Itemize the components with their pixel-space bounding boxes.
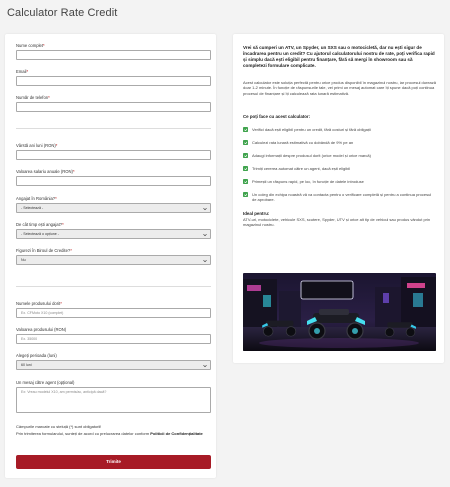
info-panel: Vrei să cumperi un ATV, un Spyder, un SXS sau o motocicletă, dar nu ești sigur de încadrarea pentru un credit? Cu ajutorul calculatorului nostru de rate, poți verifica rapid și simplu dacă ești eligibil pentru finanțare, fără să mergi în showroom sau să completezi formulare complicate. Acest calculator este soluția perfectă pentru orice produs disponibil în magazinul nostru, iar procesul durează doar 1-2 minute. În funcție de răspunsurile tale, vei primi un mesaj automat care îți spune dacă poți continua procesul de finanțare și îți calculează rata lunară estimativă. Ce poți face cu acest calculator: Verifici dacă ești eligibil pentru un credit, fără costuri și fără obligații Calculezi rata lunară estimativă cu dobândă de 9% pe an Adaugi informații despre produsul dorit (orice model și orice marcă) Trimiți cererea automat către un agent, dacă ești eligibil Primești un răspuns rapid, pe loc, în funcție de datele introduse Un coleg din echipa noastră vă va contacta pentru o verificare completă și pentru a continua procesul de aprobare. Ideal pentru: ATV-uri, motociclete, vehicule SXS, scutere, Spyder, UTV și orice alt tip de vehicul sau produs vândut prin magazinul nostru. xyxy=(233,34,444,363)
section-divider xyxy=(16,286,211,287)
credit-form xyxy=(5,34,216,478)
checkmark-icon xyxy=(243,127,248,132)
income-input[interactable] xyxy=(16,176,211,186)
chevron-down-icon xyxy=(203,233,207,237)
phone-label: Număr de telefon xyxy=(16,95,49,100)
required-mark: * xyxy=(55,143,58,148)
full-name-label: Nume complet xyxy=(16,43,43,48)
required-mark: * xyxy=(62,222,64,227)
employed-since-field xyxy=(16,222,211,239)
employed-since-select-value: - Selectează o opțiune - xyxy=(21,232,59,236)
product-field xyxy=(16,301,211,318)
period-field xyxy=(16,353,211,370)
chevron-down-icon xyxy=(203,364,207,368)
page-title: Calculator Rate Credit xyxy=(7,7,118,19)
intro-text: Vrei să cumperi un ATV, un Spyder, un SXS sau o motocicletă, dar nu ești sigur de încadrarea pentru un credit? Cu ajutorul calculatorului nostru de rate, poți verifica rapid și simplu dacă ești eligibil pentru finanțare, fără să mergi în showroom sau să completezi formulare complicate. xyxy=(243,45,435,68)
email-field xyxy=(16,69,211,86)
phone-field xyxy=(16,95,211,112)
product-label: Numele produsului dorit xyxy=(16,301,61,306)
required-mark: * xyxy=(60,301,62,306)
full-name-input[interactable] xyxy=(16,50,211,60)
employed-since-select[interactable] xyxy=(16,229,211,239)
employed-select[interactable] xyxy=(16,203,211,213)
checkmark-icon xyxy=(243,153,248,158)
employed-select-value: - Selectează - xyxy=(21,206,44,210)
email-label: Email xyxy=(16,69,27,74)
employed-since-label: De cât timp ești angajat? xyxy=(16,222,63,227)
period-label: Alegeți perioada (luni) xyxy=(16,353,57,358)
required-note: Câmpurile marcate cu steluță (*) sunt obligatorii! xyxy=(16,424,102,429)
checkmark-icon xyxy=(243,166,248,171)
hero-image xyxy=(243,273,436,351)
required-mark: * xyxy=(48,95,50,100)
period-select[interactable] xyxy=(16,360,211,370)
required-mark: * xyxy=(43,43,45,48)
chevron-down-icon xyxy=(203,207,207,211)
checkmark-icon xyxy=(243,179,248,184)
info-paragraph: Acest calculator este soluția perfectă pentru orice produs disponibil în magazinul nostru, iar procesul durează doar 1-2 minute. În funcție de răspunsurile tale, vei primi un mesaj automat care îți spune dacă poți continua procesul de finanțare și îți calculează rata lunară estimativă. xyxy=(243,80,436,96)
checkmark-icon xyxy=(243,192,248,197)
credit-bureau-label: Figurezi în Biroul de Credite? xyxy=(16,248,71,253)
period-select-value: 60 luni xyxy=(21,363,32,367)
section-divider xyxy=(16,128,211,129)
privacy-policy-link[interactable]: Politicii de Confidențialitate xyxy=(150,431,203,436)
price-input[interactable]: Ex. 35000 xyxy=(16,334,211,344)
employed-field xyxy=(16,196,211,213)
income-field xyxy=(16,169,211,186)
price-label: Valoarea produsului (RON) xyxy=(16,327,67,332)
features-title: Ce poți face cu acest calculator: xyxy=(243,114,311,119)
product-input[interactable]: Ex. CFMoto X10 (complet) xyxy=(16,308,211,318)
age-field xyxy=(16,143,211,160)
email-input[interactable] xyxy=(16,76,211,86)
ideal-text: ATV-uri, motociclete, vehicule SXS, scutere, Spyder, UTV și orice alt tip de vehicul sau produs vândut prin magazinul nostru. xyxy=(243,217,431,228)
consent-text: Prin trimiterea formularului, sunteți de acord cu prelucrarea datelor conform Politicii de Confidențialitate xyxy=(16,431,203,436)
checkmark-icon xyxy=(243,140,248,145)
message-textarea[interactable]: Ex: Vreau modelul X10, am permis/ac, anticipă dacă? xyxy=(16,387,211,413)
age-input[interactable] xyxy=(16,150,211,160)
credit-bureau-field xyxy=(16,248,211,265)
message-label: Un mesaj către agent (opțional) xyxy=(16,380,75,385)
credit-bureau-select[interactable] xyxy=(16,255,211,265)
ideal-title: Ideal pentru: xyxy=(243,211,270,216)
atv-city-illustration xyxy=(243,273,436,351)
chevron-down-icon xyxy=(203,259,207,263)
message-field xyxy=(16,380,211,413)
required-mark: * xyxy=(55,196,57,201)
full-name-field xyxy=(16,43,211,60)
submit-button[interactable]: Trimite xyxy=(16,455,211,469)
income-label: Valoarea salariu anuale (RON) xyxy=(16,169,73,174)
price-field xyxy=(16,327,211,344)
required-mark: * xyxy=(26,69,29,74)
credit-bureau-select-value: Nu xyxy=(21,258,26,262)
employed-label: Angajat în România? xyxy=(16,196,56,201)
required-mark: * xyxy=(70,248,72,253)
required-mark: * xyxy=(72,169,75,174)
phone-input[interactable] xyxy=(16,102,211,112)
age-label: Vârstă ani luni (RON) xyxy=(16,143,56,148)
